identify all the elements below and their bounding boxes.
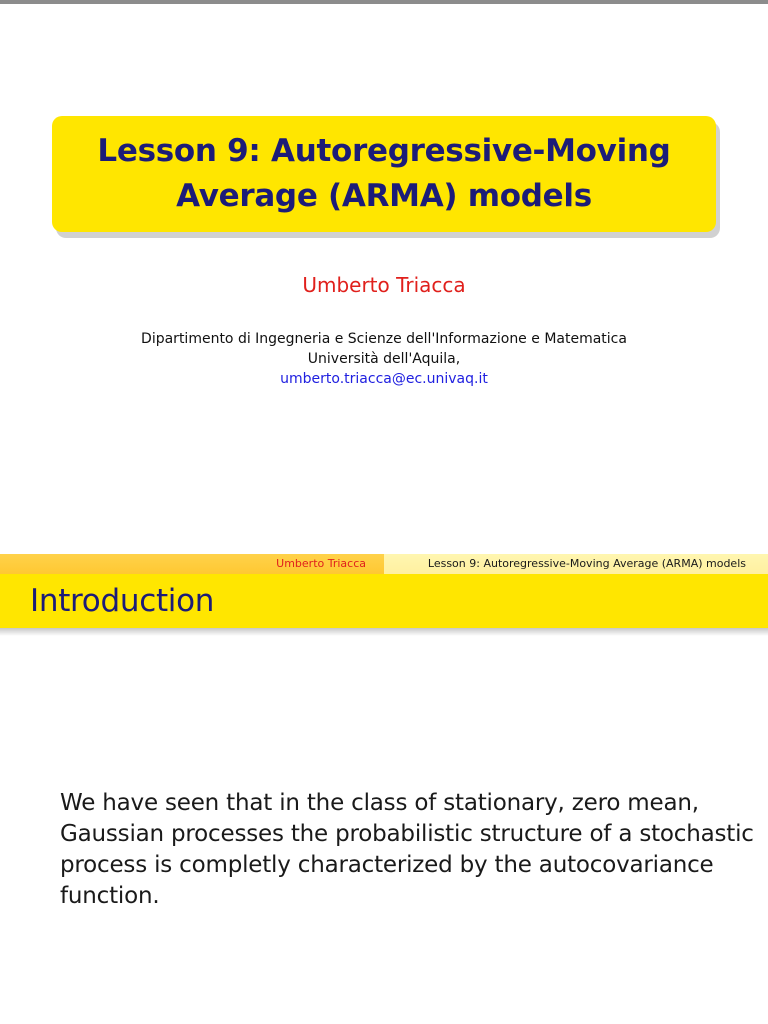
university: Università dell'Aquila, [307,351,461,367]
slide-navbar [0,554,768,574]
title-line-2: Average (ARMA) models [176,178,592,214]
affiliation [0,329,768,389]
author-name: Umberto Triacca [302,273,466,297]
body-line: Gaussian processes the probabilistic structure of a stochastic [60,821,754,847]
department: Dipartimento di Ingegneria e Scienze dell'Informazione e Matematica [141,331,627,347]
body-line: process is completly characterized by the autocovariance [60,852,714,878]
navbar-title: Lesson 9: Autoregressive-Moving Average (ARMA) models [384,554,768,574]
body-line: We have seen that in the class of stationary, zero mean, [60,790,699,816]
body-line: function. [60,883,160,909]
title-line-1: Lesson 9: Autoregressive-Moving [97,133,671,169]
frame-title-shadow [0,628,768,636]
email-link[interactable]: umberto.triacca@ec.univaq.it [280,371,488,387]
frame-title: Introduction [30,583,215,619]
navbar-author: Umberto Triacca [0,554,384,574]
title-slide [0,4,768,554]
body-paragraph [60,788,754,912]
title-box [52,116,716,232]
